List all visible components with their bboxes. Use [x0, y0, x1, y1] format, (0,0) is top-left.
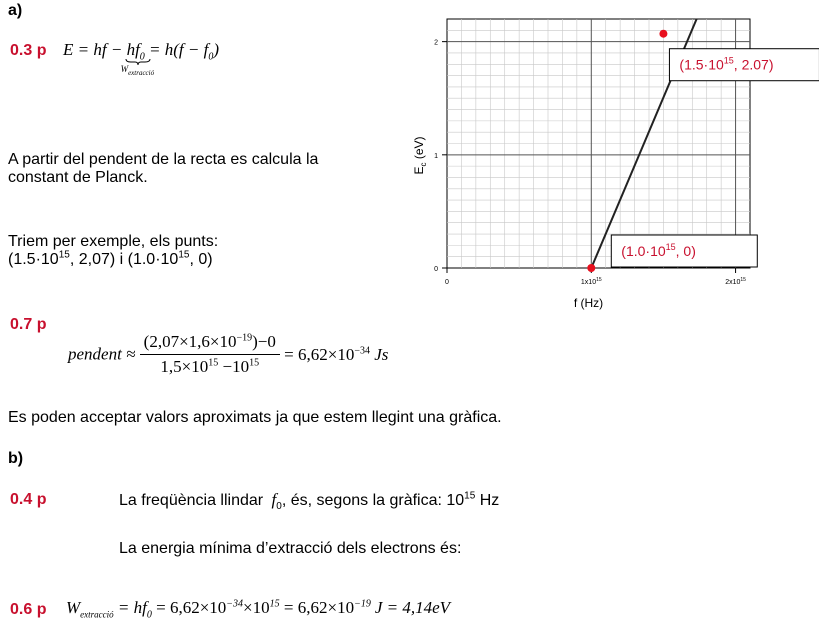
- pendent-fraction: $\frac{(2,07\times 1,6\times 10^{-19})-0}{1,5\times 10^{15} -10^{15}}$: [140, 332, 280, 377]
- point-callout-label: ($1.5\cdot 10^{15}$, 2.07): [679, 55, 774, 73]
- eq1-sub0: 0: [139, 51, 145, 63]
- work-function-term: [120, 40, 155, 77]
- x-tick-label: $1x10^{15}$: [580, 277, 602, 286]
- photoelectric-chart: [395, 0, 819, 320]
- data-point: [587, 264, 595, 272]
- x-tick-label: $2x10^{15}$: [725, 277, 746, 286]
- x-tick-exp: 15: [740, 277, 746, 283]
- part-b-label: b): [8, 450, 24, 467]
- x-axis-label: f (Hz): [573, 296, 604, 310]
- brace-label: $W_{extracció}$: [120, 64, 155, 77]
- point-callout-label: ($1.0\cdot 10^{15}$, 0): [621, 242, 696, 259]
- point-callout-exp: 15: [723, 55, 734, 66]
- points-values: ($1.5\cdot 10^{15}$, 2,07) i ($1.0\cdot 10^{15}$, 0): [8, 249, 213, 268]
- x-tick-exp: 15: [596, 277, 602, 283]
- point-callout-end: , 2.07): [733, 56, 774, 73]
- eq1-lhs: E = hf −: [63, 40, 123, 59]
- pendent-equation: pendent ≈ $\frac{(2,07\times 1,6\times 10^{-19})-0}{1,5\times 10^{15} -10^{15}}$ = $6,62\times 10^{-34}$ Js: [68, 332, 389, 376]
- points-0-3: 0.3 p: [10, 42, 47, 59]
- x-tick-label: 0: [445, 279, 449, 286]
- points-0-6: 0.6 p: [10, 601, 47, 618]
- point-callout-end: , 0): [675, 243, 696, 259]
- y-axis-label: $E_c$ (eV): [412, 136, 428, 175]
- y-tick-label: 0: [434, 266, 438, 273]
- work-function-equation: $W_{extracció} = hf_0 = 6,62\times 10^{-34}\times 10^{15} = 6,62\times 10^{-19}$ J = 4,14eV: [66, 598, 451, 621]
- eq1-rhs: = h(f − f: [149, 40, 209, 59]
- data-point: [659, 30, 667, 38]
- min-energy-line: La energia mínima d’extracció dels electrons és:: [119, 540, 462, 557]
- pendent-result: = $6,62\times 10^{-34}$ Js: [284, 344, 389, 364]
- eq1-hf0: hf: [126, 40, 140, 59]
- point-callout-exp: 15: [665, 242, 676, 252]
- slope-explanation: A partir del pendent de la recta es calcula la constant de Planck.: [8, 151, 319, 186]
- energy-equation: E = hf − $hf_0$ $W_{extracció}$ = $h(f - f_0)$: [63, 40, 220, 77]
- points-0-7: 0.7 p: [10, 316, 47, 333]
- points-0-4: 0.4 p: [10, 491, 47, 508]
- y-axis-label-unit: (eV): [412, 136, 426, 163]
- part-a-label: a): [8, 2, 23, 19]
- y-tick-label: 2: [434, 39, 438, 47]
- points-choice: Triem per exemple, els punts: ($1.5\cdot 10^{15}$, 2,07) i ($1.0\cdot 10^{15}$, 0): [8, 233, 219, 268]
- y-axis-label-sub: c: [419, 162, 428, 167]
- threshold-frequency-line: La freqüència llindar $f_0$, és, segons la gràfica: $10^{15}$ Hz: [119, 490, 500, 513]
- approx-note: Es poden acceptar valors aproximats ja que estem llegint una gràfica.: [8, 409, 502, 426]
- y-tick-label: 1: [434, 152, 438, 160]
